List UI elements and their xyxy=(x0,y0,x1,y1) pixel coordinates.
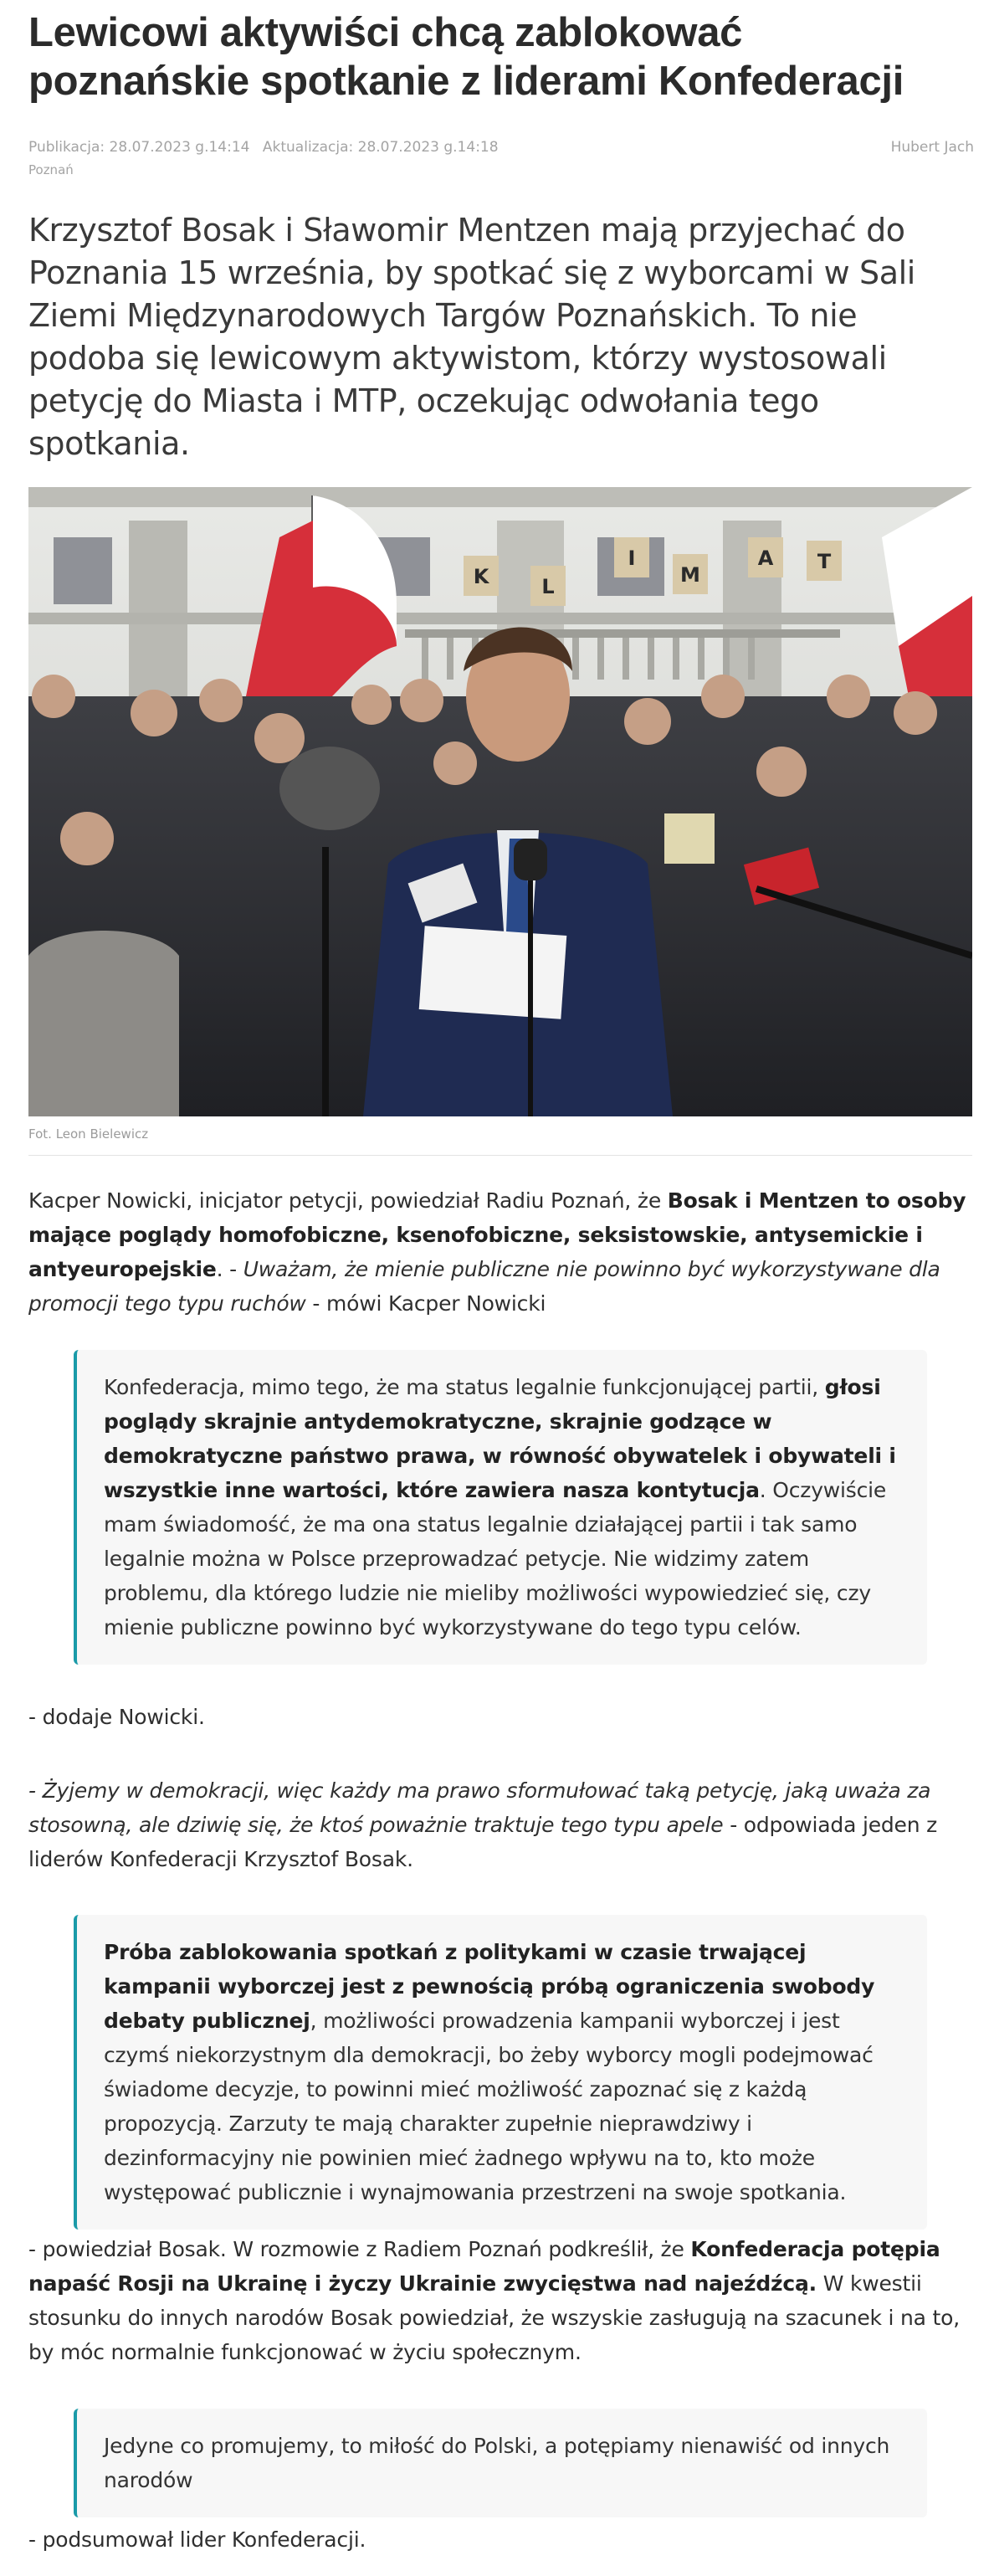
italic-quote: Uważam, że mienie publiczne nie powinno być wykorzystywane dla promocji tego typu ruchów xyxy=(28,1257,940,1316)
sign-letter: I xyxy=(628,547,636,570)
publication-date: Publikacja: 28.07.2023 g.14:14 xyxy=(28,139,250,156)
bold-text: Bosak i Mentzen to osoby mające poglądy homofobiczne, ksenofobiczne, seksistowskie, antysemickie i antyeuropejskie xyxy=(28,1188,966,1281)
bold-text: Konfederacja potępia napaść Rosji na Ukrainę i życzy Ukrainie zwycięstwa nad najeźdźcą. xyxy=(28,2237,940,2296)
photo-caption: Fot. Leon Bielewicz xyxy=(28,1126,149,1142)
bold-text: Próba zablokowania spotkań z politykami w czasie trwającej kampanii wyborczej jest z pewnością próbą ograniczenia swobody debaty publicznej xyxy=(104,1940,875,2033)
blockquote-2 xyxy=(74,1915,927,2230)
italic-quote: - Żyjemy w demokracji, więc każdy ma prawo sformułować taką petycję, jaką uważa za stosowną, ale dziwię się, że ktoś poważnie traktuje tego typu apele xyxy=(28,1778,931,1837)
paragraph-5: - podsumował lider Konfederacji. xyxy=(28,2527,366,2552)
article-title: Lewicowi aktywiści chcą zablokować poznańskie spotkanie z liderami Konfederacji xyxy=(28,10,904,104)
article-dates xyxy=(28,139,974,156)
sign-letter: A xyxy=(757,547,774,570)
sign-letter: M xyxy=(680,563,700,587)
sign-letter: T xyxy=(817,550,832,573)
paragraph-2: - dodaje Nowicki. xyxy=(28,1705,205,1729)
article-photo[interactable] xyxy=(28,487,972,1116)
sign-letter: K xyxy=(473,565,489,588)
paragraph-3 xyxy=(28,1773,974,1876)
blockquote-1 xyxy=(74,1350,927,1665)
update-date: Aktualizacja: 28.07.2023 g.14:18 xyxy=(262,139,499,156)
text: W kwestii stosunku do innych narodów Bosak powiedział, że wszyskie zasługują na szacunek i na to, by móc normalnie funkcjonować w życiu społecznym. xyxy=(28,2271,960,2364)
blockquote-3: Jedyne co promujemy, to miłość do Polski, a potępiamy nienawiść od innych narodów xyxy=(74,2409,927,2517)
article-meta xyxy=(28,139,974,177)
text: - odpowiada jeden z liderów Konfederacji Krzysztof Bosak. xyxy=(28,1813,938,1871)
divider xyxy=(28,1155,972,1156)
sign-letter: L xyxy=(541,575,555,598)
text: - mówi Kacper Nowicki xyxy=(305,1291,546,1316)
location-tag[interactable]: Poznań xyxy=(28,162,74,177)
text: . - xyxy=(216,1257,243,1281)
article-lead: Krzysztof Bosak i Sławomir Mentzen mają przyjechać do Poznania 15 września, by spotkać się z wyborcami w Sali Ziemi Międzynarodowych Targów Poznańskich. To nie podoba się lewicowym aktywistom, którzy wystosowali petycję do Miasta i MTP, oczekując odwołania tego spotkania. xyxy=(28,212,915,462)
paragraph-4 xyxy=(28,2232,974,2369)
author-link[interactable]: Hubert Jach xyxy=(890,139,974,156)
text: Kacper Nowicki, inicjator petycji, powiedział Radiu Poznań, że xyxy=(28,1188,668,1213)
paragraph-1 xyxy=(28,1183,974,1321)
woman-left xyxy=(28,931,179,1116)
text: - powiedział Bosak. W rozmowie z Radiem Poznań podkreślił, że xyxy=(28,2237,691,2261)
text: Konfederacja, mimo tego, że ma status legalnie funkcjonującej partii, xyxy=(104,1375,825,1399)
text: , możliwości prowadzenia kampanii wyborczej i jest czymś niekorzystnym dla demokracji, bo żeby wyborcy mogli podejmować świadome decyzje, to powinni mieć możliwość zapoznać się z każdą propozycją. Zarzuty te mają charakter zupełnie nieprawdziwy i dezinformacyjny nie powinien mieć żadnego wpływu na to, kto może występować publicznie i wynajmowania przestrzeni na swoje spotkania. xyxy=(104,2009,874,2204)
text: . Oczywiście mam świadomość, że ma ona status legalnie działającej partii i tak samo legalnie można w Polsce przeprowadzać petycje. Nie widzimy zatem problemu, dla którego ludzie nie mieliby możliwości wypowiedzieć się, czy mienie publiczne powinno być wykorzystywane do tego typu celów. xyxy=(104,1478,887,1640)
bold-text: głosi poglądy skrajnie antydemokratyczne, skrajnie godzące w demokratyczne państwo prawa, w równość obywatelek i obywateli i wszystkie inne wartości, które zawiera nasza kontytucja xyxy=(104,1375,896,1502)
